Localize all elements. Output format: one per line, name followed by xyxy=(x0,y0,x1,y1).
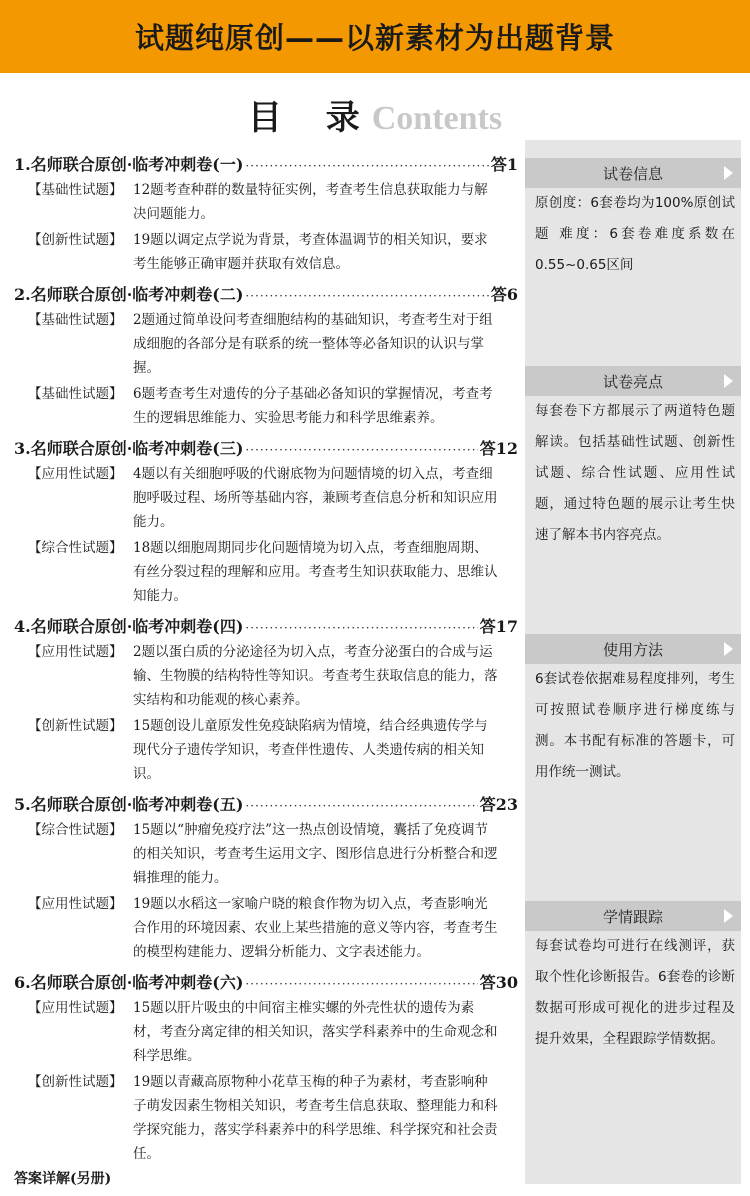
question-note xyxy=(28,818,518,890)
toc-entry-title: 6.名师联合原创·临考冲刺卷(六) xyxy=(14,973,244,992)
toc-entry-page: 答6 xyxy=(490,285,518,304)
question-desc: 15题创设儿童原发性免疫缺陷病为情境，结合经典遗传学与现代分子遗传学知识，考查伴性遗传、人类遗传病的相关知识。 xyxy=(133,718,488,782)
toc-entry-title: 4.名师联合原创·临考冲刺卷(四) xyxy=(14,617,244,636)
toc-section-6 xyxy=(14,970,518,1166)
question-note xyxy=(28,228,518,276)
question-note xyxy=(28,996,518,1068)
question-note xyxy=(28,536,518,608)
leader-dots xyxy=(245,283,488,309)
sidebar-box-title: 试卷信息 xyxy=(602,164,663,183)
toc-entry-link[interactable] xyxy=(14,282,518,308)
question-type: 【基础性试题】 xyxy=(28,312,123,328)
question-type: 【综合性试题】 xyxy=(28,540,123,556)
leader-dots xyxy=(245,615,477,641)
question-desc: 2题以蛋白质的分泌途径为切入点，考查分泌蛋白的合成与运输、生物膜的结构特性等知识。考查考生获取信息的能力，落实结构和功能观的核心素养。 xyxy=(133,644,498,708)
sidebar-box-title: 试卷亮点 xyxy=(602,372,663,391)
toc-entry-page: 答17 xyxy=(479,617,518,636)
question-note xyxy=(28,178,518,226)
toc-section-1 xyxy=(14,152,518,276)
question-note xyxy=(28,462,518,534)
title-en: Contents xyxy=(371,100,503,137)
sidebar-box-text: 6套试卷依据难易程度排列，考生可按照试卷顺序进行梯度练与测。本书配有标准的答题卡，可用作统一测试。 xyxy=(535,671,735,780)
contents-list xyxy=(14,152,518,1188)
question-desc: 19题以青藏高原物种小花草玉梅的种子为素材，考查影响种子萌发因素生物相关知识，考查考生信息获取、整理能力和科学探究能力，落实学科素养中的科学思维、科学探究和社会责任。 xyxy=(133,1074,498,1162)
question-note xyxy=(28,382,518,430)
sidebar-box-text: 每套试卷均可进行在线测评，获取个性化诊断报告。6套卷的诊断数据可形成可视化的进步过程及提升效果，全程跟踪学情数据。 xyxy=(535,938,735,1047)
question-desc: 2题通过简单设问考查细胞结构的基础知识，考查考生对于组成细胞的各部分是有联系的统一整体等必备知识的认识与掌握。 xyxy=(133,312,493,376)
question-desc: 18题以细胞周期同步化问题情境为切入点，考查细胞周期、有丝分裂过程的理解和应用。考查考生知识获取能力、思维认知能力。 xyxy=(133,540,498,604)
triangle-arrow-icon xyxy=(724,374,733,388)
question-note xyxy=(28,714,518,786)
question-desc: 12题考查种群的数量特征实例，考查考生信息获取能力与解决问题能力。 xyxy=(133,182,488,222)
question-desc: 6题考查考生对遗传的分子基础必备知识的掌握情况，考查考生的逻辑思维能力、实验思考能力和科学思维素养。 xyxy=(133,386,493,426)
triangle-arrow-icon xyxy=(724,909,733,923)
question-type: 【应用性试题】 xyxy=(28,644,123,660)
question-type: 【创新性试题】 xyxy=(28,718,123,734)
toc-entry-page: 答30 xyxy=(479,973,518,992)
sidebar-box-text: 原创度：6套卷均为100%原创试题 难度：6套卷难度系数在0.55~0.65区间 xyxy=(535,195,735,273)
toc-section-4 xyxy=(14,614,518,786)
toc-entry-link[interactable] xyxy=(14,614,518,640)
question-type: 【创新性试题】 xyxy=(28,1074,123,1090)
toc-section-5 xyxy=(14,792,518,964)
leader-dots xyxy=(245,153,488,179)
toc-entry-page: 答12 xyxy=(479,439,518,458)
triangle-arrow-icon xyxy=(724,642,733,656)
toc-entry-link[interactable] xyxy=(14,436,518,462)
leader-dots xyxy=(245,437,477,463)
question-type: 【应用性试题】 xyxy=(28,896,123,912)
info-sidebar xyxy=(525,140,741,1184)
leader-dots xyxy=(245,971,477,997)
sidebar-box-title: 学情跟踪 xyxy=(602,907,663,926)
sidebar-box-header xyxy=(525,366,741,396)
sidebar-box-text: 每套卷下方都展示了两道特色题解读。包括基础性试题、创新性试题、综合性试题、应用性试题，通过特色题的展示让考生快速了解本书内容亮点。 xyxy=(535,403,735,543)
toc-entry-link[interactable] xyxy=(14,152,518,178)
question-type: 【应用性试题】 xyxy=(28,1000,123,1016)
question-type: 【应用性试题】 xyxy=(28,466,123,482)
leader-dots xyxy=(245,793,477,819)
sidebar-box-header xyxy=(525,634,741,664)
title-cn: 目 录 xyxy=(247,98,376,138)
question-desc: 19题以调定点学说为背景，考查体温调节的相关知识，要求考生能够正确审题并获取有效信息。 xyxy=(133,232,488,272)
toc-entry-link[interactable] xyxy=(14,792,518,818)
triangle-arrow-icon xyxy=(724,166,733,180)
question-desc: 19题以水稻这一家喻户晓的粮食作物为切入点，考查影响光合作用的环境因素、农业上某些措施的意义等内容，考查考生的模型构建能力、逻辑分析能力、文字表述能力。 xyxy=(133,896,498,960)
sidebar-box-title: 使用方法 xyxy=(602,640,663,659)
question-note xyxy=(28,892,518,964)
question-note xyxy=(28,640,518,712)
question-type: 【基础性试题】 xyxy=(28,386,123,402)
question-type: 【基础性试题】 xyxy=(28,182,123,198)
toc-section-2 xyxy=(14,282,518,430)
question-note xyxy=(28,308,518,380)
toc-entry-title: 5.名师联合原创·临考冲刺卷(五) xyxy=(14,795,244,814)
question-note xyxy=(28,1070,518,1166)
toc-entry-title: 2.名师联合原创·临考冲刺卷(二) xyxy=(14,285,244,304)
toc-entry-title: 3.名师联合原创·临考冲刺卷(三) xyxy=(14,439,244,458)
question-desc: 4题以有关细胞呼吸的代谢底物为问题情境的切入点，考查细胞呼吸过程、场所等基础内容，兼顾考查信息分析和知识应用能力。 xyxy=(133,466,498,530)
question-desc: 15题以“肿瘤免疫疗法”这一热点创设情境，囊括了免疫调节的相关知识，考查考生运用文字、图形信息进行分析整合和逻辑推理的能力。 xyxy=(133,822,498,886)
toc-entry-link[interactable] xyxy=(14,970,518,996)
toc-entry-page: 答1 xyxy=(490,155,518,174)
question-type: 【创新性试题】 xyxy=(28,232,123,248)
top-banner: 试题纯原创——以新素材为出题背景 xyxy=(0,0,750,73)
sidebar-box-header xyxy=(525,901,741,931)
page-title xyxy=(0,90,750,136)
toc-entry-title: 1.名师联合原创·临考冲刺卷(一) xyxy=(14,155,244,174)
toc-section-3 xyxy=(14,436,518,608)
question-desc: 15题以肝片吸虫的中间宿主椎实螺的外壳性状的遗传为素材，考查分离定律的相关知识，落实学科素养中的生命观念和科学思维。 xyxy=(133,1000,498,1064)
question-type: 【综合性试题】 xyxy=(28,822,123,838)
sidebar-box-header xyxy=(525,158,741,188)
answers-note: 答案详解(另册) xyxy=(14,1171,112,1187)
toc-entry-page: 答23 xyxy=(479,795,518,814)
